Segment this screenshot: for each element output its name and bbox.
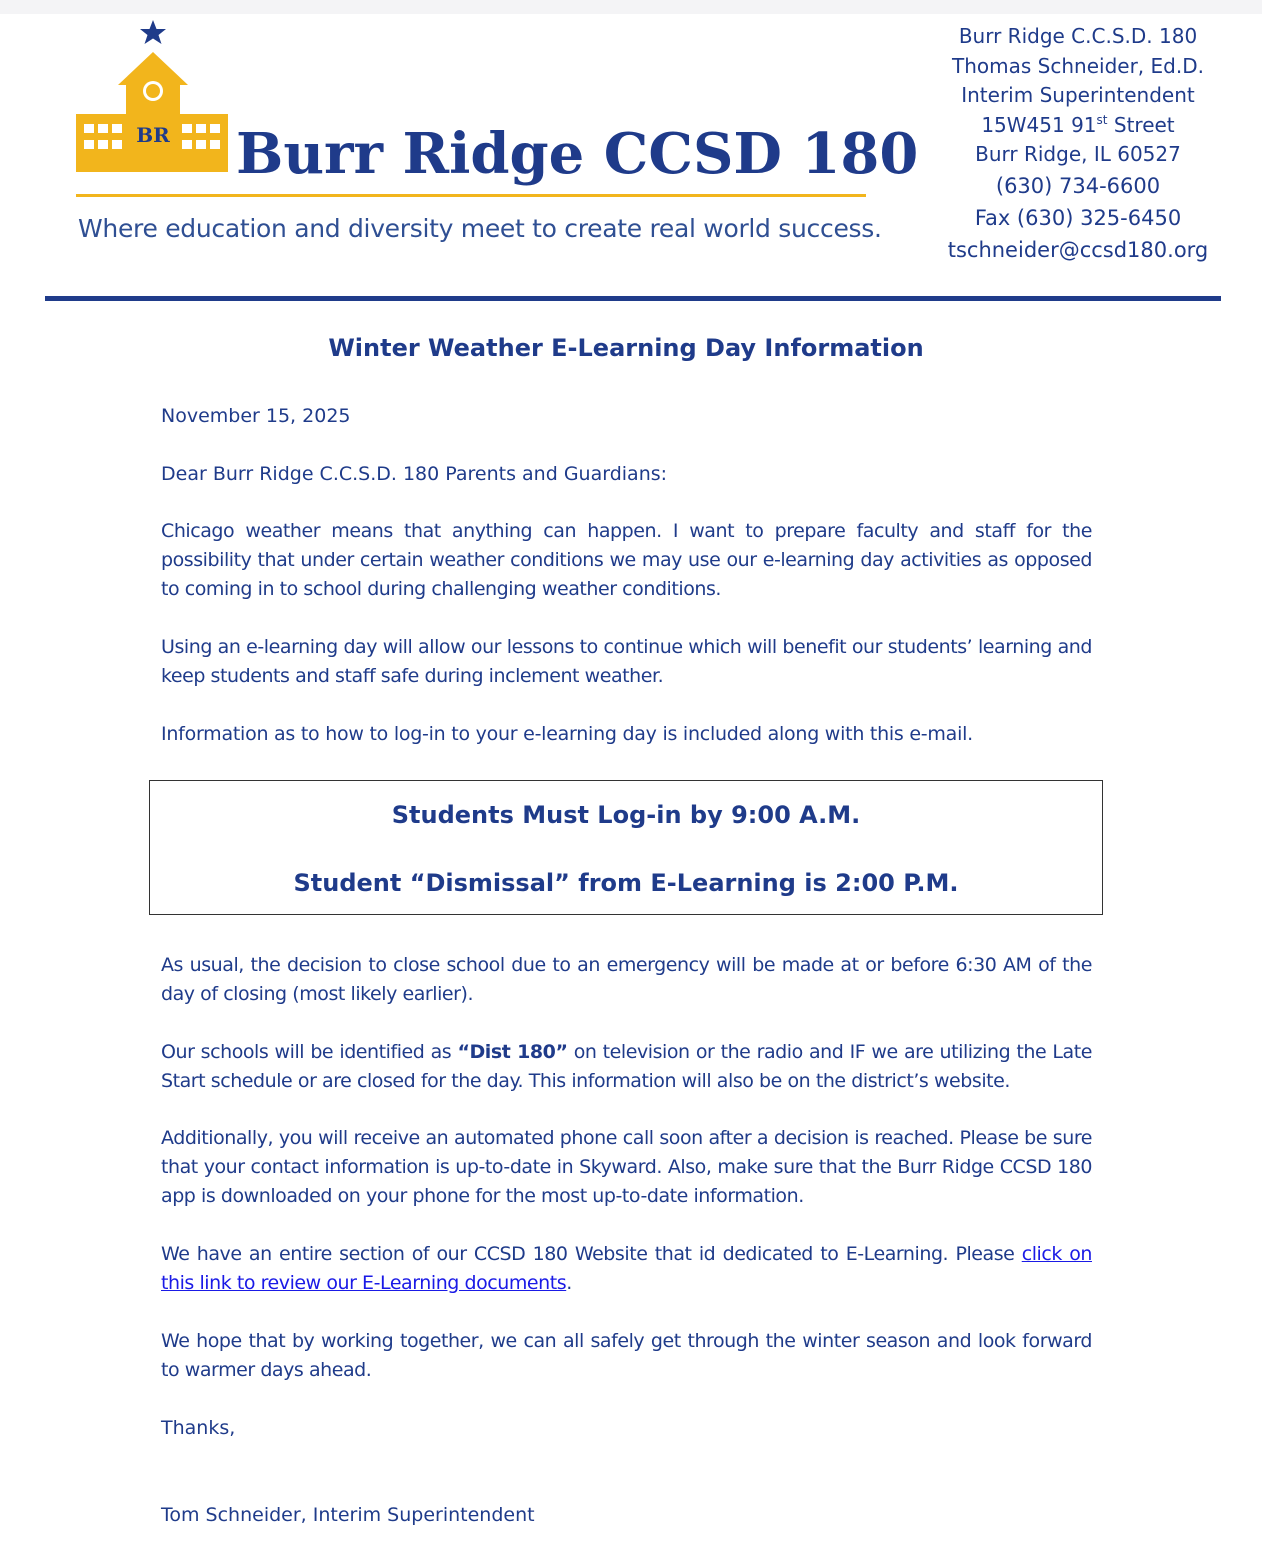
page-top-strip: [0, 0, 1262, 14]
contact-fax: Fax (630) 325-6450: [974, 205, 1182, 230]
letter-date: November 15, 2025: [161, 405, 351, 427]
paragraph-closing-hope: We hope that by working together, we can all safely get through the winter season and look forward to warmer days ahead.: [161, 1330, 1092, 1381]
street-number: 15W451 91: [981, 112, 1097, 137]
logo-initials: BR: [136, 123, 170, 147]
callout-dismissal-time: Student “Dismissal” from E-Learning is 2:00 P.M.: [293, 869, 959, 897]
contact-district: Burr Ridge C.C.S.D. 180: [958, 24, 1198, 48]
logo-divider: [76, 194, 866, 197]
schoolhouse-icon: [76, 18, 236, 178]
district-logo: [76, 18, 919, 258]
letter-signature: Tom Schneider, Interim Superintendent: [161, 1504, 535, 1526]
elearning-documents-link[interactable]: click on this link to review our E-Learning documents: [161, 1243, 1092, 1294]
logo-tagline: Where education and diversity meet to create real world success.: [78, 214, 882, 243]
paragraph-benefits: Using an e-learning day will allow our lessons to continue which will benefit our students’ learning and keep students and staff safe during inclement weather.: [161, 636, 1092, 687]
logo-name: Burr Ridge CCSD 180: [236, 121, 919, 187]
letter-salutation: Dear Burr Ridge C.C.S.D. 180 Parents and Guardians:: [161, 463, 668, 485]
contact-phone: (630) 734-6600: [995, 173, 1161, 198]
paragraph-login-info: Information as to how to log-in to your e-learning day is included along with this e-mail.: [161, 723, 973, 745]
contact-role: Interim Superintendent: [961, 83, 1195, 107]
p5-before: Our schools will be identified as: [161, 1041, 458, 1063]
contact-info: [930, 22, 1226, 266]
schedule-callout: [149, 780, 1103, 915]
street-suffix: st: [1096, 112, 1108, 127]
paragraph-website: [161, 1240, 1092, 1298]
street-name: Street: [1107, 112, 1175, 137]
paragraph-closing-decision: As usual, the decision to close school due to an emergency will be made at or before 6:30 AM of the day of closing (most likely earlier).: [161, 954, 1092, 1005]
paragraph-phone-call: Additionally, you will receive an automated phone call soon after a decision is reached. Please be sure that your contact information is up-to-date in Skyward. Also, make sure that the Burr Ridge CCSD 180 app is downloaded on your phone for the most up-to-date information.: [161, 1127, 1092, 1207]
paragraph-weather: Chicago weather means that anything can happen. I want to prepare faculty and staff for the possibility that under certain weather conditions we may use our e-learning day activities as opposed to coming in to school during challenging weather conditions.: [161, 520, 1092, 600]
contact-street: [930, 111, 1226, 141]
p7-before: We have an entire section of our CCSD 180 Website that id dedicated to E-Learning. Please: [161, 1243, 1022, 1265]
contact-email: tschneider@ccsd180.org: [947, 237, 1209, 262]
contact-city: Burr Ridge, IL 60527: [975, 142, 1181, 166]
header-divider: [45, 296, 1221, 301]
p5-after: on television or the radio and IF we are utilizing the Late Start schedule or are closed for the day. This information will also be on the district’s website.: [161, 1041, 1092, 1092]
letter-closing: Thanks,: [161, 1417, 236, 1439]
callout-login-time: Students Must Log-in by 9:00 A.M.: [391, 801, 861, 829]
contact-name: Thomas Schneider, Ed.D.: [952, 53, 1204, 78]
paragraph-identification: [161, 1038, 1092, 1096]
page-title: Winter Weather E-Learning Day Information: [328, 334, 924, 362]
p7-after: .: [566, 1272, 572, 1294]
dist-180-label: “Dist 180”: [457, 1041, 568, 1063]
